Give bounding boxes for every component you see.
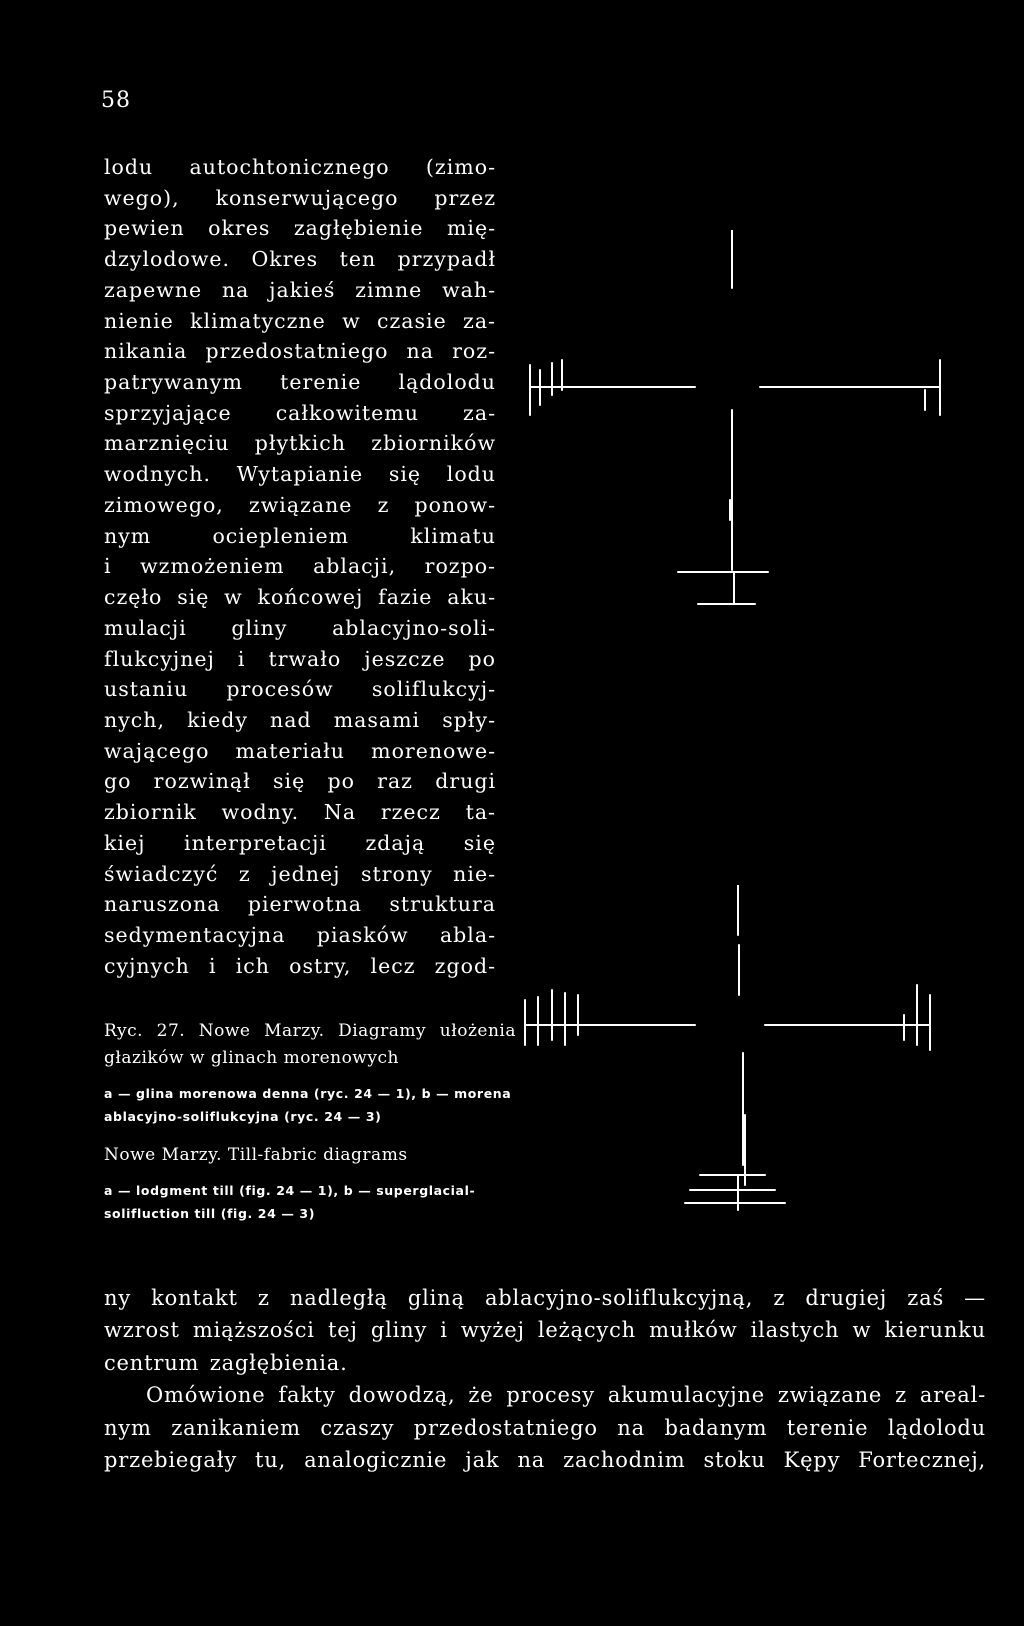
text-line: flukcyjnej i trwało jeszcze po <box>104 646 496 671</box>
text-line: wającego materiału morenowe- <box>104 738 496 763</box>
text-line: wzrost miąższości tej gliny i wyżej leżących mułków ilastych w kierunku <box>104 1318 986 1343</box>
text-line: i wzmożeniem ablacji, rozpo- <box>104 554 496 579</box>
text-line: pewien okres zagłębienie mię- <box>104 216 496 241</box>
text-line: kiej interpretacji zdają się <box>104 830 496 855</box>
text-line: zbiornik wodny. Na rzecz ta- <box>104 800 496 825</box>
page-number: 58 <box>101 88 131 113</box>
text-line: wego), konserwującego przez <box>104 185 496 210</box>
text-line: zimowego, związane z ponow- <box>104 492 496 517</box>
text-line: go rozwinął się po raz drugi <box>104 769 496 794</box>
text-line: nienie klimatyczne w czasie za- <box>104 308 496 333</box>
text-line: ny kontakt z nadległą gliną ablacyjno-soliflukcyjną, z drugiej zaś — <box>104 1286 986 1310</box>
text-line: ustaniu procesów soliflukcyj- <box>104 677 496 702</box>
text-line: świadczyć z jednej strony nie- <box>104 861 496 886</box>
text-line: nikania przedostatniego na roz- <box>104 339 496 364</box>
text-line: nym zanikaniem czaszy przedostatniego na badanym terenie lądolodu <box>104 1415 986 1440</box>
text-line: zapewne na jakieś zimne wah- <box>104 277 496 302</box>
text-line: patrywanym terenie lądolodu <box>104 370 496 395</box>
text-line: naruszona pierwotna struktura <box>104 892 496 917</box>
text-line: dzylodowe. Okres ten przypadł <box>104 247 496 272</box>
caption-legend-en: a — lodgment till (fig. 24 — 1), b — superglacial-solifluction till (fig. 24 — 3) <box>104 1183 476 1221</box>
text-line: częło się w końcowej fazie aku- <box>104 585 496 610</box>
text-line: lodu autochtonicznego (zimo- <box>104 155 496 179</box>
text-line: Omówione fakty dowodzą, że procesy akumulacyjne związane z areal- <box>146 1383 986 1408</box>
main-text-column <box>104 152 496 981</box>
text-line: przebiegały tu, analogicznie jak na zachodnim stoku Kępy Fortecznej, <box>104 1447 986 1472</box>
till-fabric-diagram-a <box>520 230 970 620</box>
figure-caption <box>104 1018 516 1225</box>
bottom-paragraphs <box>104 1282 986 1476</box>
caption-title-en: Nowe Marzy. Till-fabric diagrams <box>104 1145 408 1165</box>
caption-legend-pl: a — glina morenowa denna (ryc. 24 — 1), b — morena ablacyjno-soliflukcyjna (ryc. 24 — 3) <box>104 1086 512 1124</box>
text-line: nym ociepleniem klimatu <box>104 523 496 548</box>
till-fabric-diagram-b <box>520 885 970 1245</box>
caption-title-pl: Ryc. 27. Nowe Marzy. Diagramy ułożenia głazików w glinach morenowych <box>104 1021 516 1068</box>
text-line: cyjnych i ich ostry, lecz zgod- <box>104 953 496 978</box>
text-line: sedymentacyjna piasków abla- <box>104 922 496 947</box>
text-line: mulacji gliny ablacyjno-soli- <box>104 615 496 640</box>
text-line: marznięciu płytkich zbiorników <box>104 431 496 456</box>
text-line: centrum zagłębienia. <box>104 1350 348 1375</box>
text-line: nych, kiedy nad masami spły- <box>104 707 496 732</box>
text-line: sprzyjające całkowitemu za- <box>104 400 496 425</box>
text-line: wodnych. Wytapianie się lodu <box>104 462 496 487</box>
